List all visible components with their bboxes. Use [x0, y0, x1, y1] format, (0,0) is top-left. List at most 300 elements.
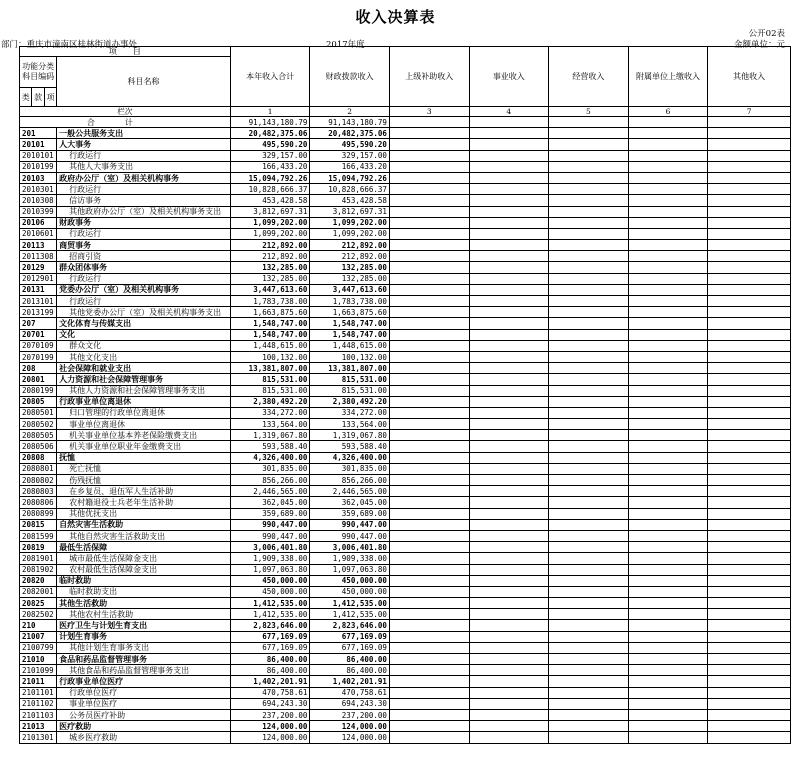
- empty-cell: [389, 307, 469, 318]
- total-income-cell: 20,482,375.06: [230, 128, 310, 139]
- total-income-cell: 1,319,067.80: [230, 430, 310, 441]
- empty-cell: [708, 721, 791, 732]
- empty-cell: [469, 262, 549, 273]
- empty-cell: [549, 665, 629, 676]
- total-income-cell: 1,099,202.00: [230, 228, 310, 239]
- fiscal-income-cell: 124,000.00: [310, 732, 390, 743]
- fiscal-income-cell: 212,892.00: [310, 251, 390, 262]
- empty-cell: [549, 419, 629, 430]
- empty-cell: [389, 508, 469, 519]
- subject-name-cell: 其他优抚支出: [57, 508, 231, 519]
- fiscal-income-cell: 166,433.20: [310, 161, 390, 172]
- empty-cell: [469, 542, 549, 553]
- table-row: [20, 262, 791, 273]
- subject-name-cell: 农村籍退役士兵老年生活补助: [57, 497, 231, 508]
- total-income-cell: 1,783,738.00: [230, 296, 310, 307]
- col-operating-header: 经营收入: [549, 47, 629, 107]
- empty-cell: [389, 351, 469, 362]
- empty-cell: [469, 195, 549, 206]
- empty-cell: [469, 553, 549, 564]
- empty-cell: [549, 184, 629, 195]
- empty-cell: [549, 642, 629, 653]
- table-row: [20, 665, 791, 676]
- subject-code-cell: 208: [20, 363, 57, 374]
- subject-name-cell: 文化体育与传媒支出: [57, 318, 231, 329]
- total-income-cell: 990,447.00: [230, 530, 310, 541]
- empty-cell: [469, 284, 549, 295]
- subject-code-cell: 2010301: [20, 184, 57, 195]
- total-amount: 91,143,180.79: [230, 117, 310, 128]
- subject-name-cell: 群众文化: [57, 340, 231, 351]
- empty-cell: [389, 172, 469, 183]
- empty-cell: [628, 665, 708, 676]
- empty-cell: [389, 486, 469, 497]
- fiscal-income-cell: 450,000.00: [310, 586, 390, 597]
- total-income-cell: 334,272.00: [230, 407, 310, 418]
- subject-name-cell: 文化: [57, 329, 231, 340]
- empty-cell: [469, 575, 549, 586]
- table-row: [20, 452, 791, 463]
- fiscal-income-cell: 86,400.00: [310, 654, 390, 665]
- empty-cell: [628, 161, 708, 172]
- table-row: [20, 463, 791, 474]
- empty-cell: [708, 262, 791, 273]
- subject-name-cell: 行政运行: [57, 273, 231, 284]
- subject-name-header: 科目名称: [57, 57, 231, 107]
- subject-code-cell: 2082001: [20, 586, 57, 597]
- empty-cell: [469, 128, 549, 139]
- subject-name-cell: 归口管理的行政单位离退休: [57, 407, 231, 418]
- fiscal-income-cell: 990,447.00: [310, 519, 390, 530]
- col-total-header: 本年收入合计: [230, 47, 310, 107]
- subject-name-cell: 其他食品和药品监督管理事务支出: [57, 665, 231, 676]
- total-income-cell: 1,548,747.00: [230, 329, 310, 340]
- total-income-cell: 212,892.00: [230, 240, 310, 251]
- table-row: [20, 385, 791, 396]
- table-row: [20, 497, 791, 508]
- subject-code-cell: 20113: [20, 240, 57, 251]
- fiscal-income-cell: 2,380,492.20: [310, 396, 390, 407]
- fiscal-income-cell: 1,319,067.80: [310, 430, 390, 441]
- empty-cell: [469, 419, 549, 430]
- fiscal-income-cell: 100,132.00: [310, 351, 390, 362]
- subject-name-cell: 在乡复员、退伍军人生活补助: [57, 486, 231, 497]
- subject-name-cell: 公务员医疗补助: [57, 709, 231, 720]
- empty-cell: [549, 598, 629, 609]
- fiscal-income-cell: 990,447.00: [310, 530, 390, 541]
- table-row: [20, 441, 791, 452]
- table-row: [20, 575, 791, 586]
- fiscal-income-cell: 1,099,202.00: [310, 228, 390, 239]
- empty-cell: [628, 642, 708, 653]
- empty-cell: [469, 452, 549, 463]
- table-row: [20, 307, 791, 318]
- total-income-cell: 1,402,201.91: [230, 676, 310, 687]
- empty-cell: [549, 575, 629, 586]
- fiscal-income-cell: 815,531.00: [310, 385, 390, 396]
- subject-name-cell: 其他文化支出: [57, 351, 231, 362]
- empty-cell: [549, 217, 629, 228]
- empty-cell: [389, 721, 469, 732]
- empty-cell: [628, 564, 708, 575]
- fiscal-income-cell: 20,482,375.06: [310, 128, 390, 139]
- subject-code-cell: 20801: [20, 374, 57, 385]
- table-body: [20, 117, 791, 744]
- empty-cell: [389, 709, 469, 720]
- empty-cell: [389, 620, 469, 631]
- empty-cell: [469, 698, 549, 709]
- empty-cell: [469, 642, 549, 653]
- fiscal-income-cell: 1,402,201.91: [310, 676, 390, 687]
- empty-cell: [628, 631, 708, 642]
- amount-unit: 金额单位：元: [733, 40, 785, 50]
- empty-cell: [389, 374, 469, 385]
- empty-cell: [389, 251, 469, 262]
- empty-cell: [389, 284, 469, 295]
- subject-code-cell: 2101301: [20, 732, 57, 743]
- total-income-cell: 13,381,807.00: [230, 363, 310, 374]
- empty-cell: [708, 161, 791, 172]
- empty-cell: [708, 374, 791, 385]
- subject-name-cell: 伤残抚恤: [57, 475, 231, 486]
- empty-cell: [628, 542, 708, 553]
- empty-cell: [708, 508, 791, 519]
- subject-code-cell: 2011308: [20, 251, 57, 262]
- total-income-cell: 212,892.00: [230, 251, 310, 262]
- empty-cell: [469, 463, 549, 474]
- func-code-header: 功能分类科目编码: [20, 57, 57, 88]
- fiscal-income-cell: 815,531.00: [310, 374, 390, 385]
- empty-cell: [549, 609, 629, 620]
- subject-code-cell: 2100799: [20, 642, 57, 653]
- total-income-cell: 100,132.00: [230, 351, 310, 362]
- empty-cell: [708, 340, 791, 351]
- empty-cell: [469, 475, 549, 486]
- empty-cell: [549, 430, 629, 441]
- empty-cell: [628, 363, 708, 374]
- fiscal-income-cell: 2,823,646.00: [310, 620, 390, 631]
- fiscal-income-cell: 1,099,202.00: [310, 217, 390, 228]
- empty-cell: [389, 363, 469, 374]
- empty-cell: [628, 385, 708, 396]
- empty-cell: [469, 665, 549, 676]
- table-row: [20, 340, 791, 351]
- empty-cell: [708, 273, 791, 284]
- subject-name-cell: 行政事业单位医疗: [57, 676, 231, 687]
- table-row: [20, 128, 791, 139]
- empty-cell: [708, 620, 791, 631]
- subject-name-cell: 行政单位医疗: [57, 687, 231, 698]
- empty-cell: [708, 441, 791, 452]
- empty-cell: [469, 586, 549, 597]
- empty-cell: [708, 419, 791, 430]
- table-row: [20, 296, 791, 307]
- table-row: [20, 687, 791, 698]
- total-income-cell: 1,548,747.00: [230, 318, 310, 329]
- total-income-cell: 677,169.09: [230, 631, 310, 642]
- subject-code-cell: 20825: [20, 598, 57, 609]
- empty-cell: [389, 575, 469, 586]
- table-row: [20, 698, 791, 709]
- subject-name-cell: 机关事业单位基本养老保险缴费支出: [57, 430, 231, 441]
- table-row: [20, 642, 791, 653]
- empty-cell: [549, 687, 629, 698]
- empty-cell: [708, 564, 791, 575]
- empty-cell: [389, 340, 469, 351]
- empty-cell: [549, 363, 629, 374]
- empty-cell: [708, 631, 791, 642]
- empty-cell: [469, 217, 549, 228]
- total-income-cell: 1,412,535.00: [230, 609, 310, 620]
- fiscal-income-cell: 1,412,535.00: [310, 598, 390, 609]
- empty-cell: [469, 721, 549, 732]
- table-row: [20, 530, 791, 541]
- empty-cell: [708, 307, 791, 318]
- subject-code-cell: 2013199: [20, 307, 57, 318]
- subject-name-cell: 医疗卫生与计划生育支出: [57, 620, 231, 631]
- empty-cell: [628, 296, 708, 307]
- empty-cell: [708, 475, 791, 486]
- empty-cell: [469, 396, 549, 407]
- table-row: [20, 519, 791, 530]
- subject-code-cell: 21010: [20, 654, 57, 665]
- table-row: [20, 598, 791, 609]
- empty-cell: [708, 172, 791, 183]
- empty-cell: [628, 698, 708, 709]
- total-income-cell: 593,588.40: [230, 441, 310, 452]
- subject-name-cell: 机关事业单位职业年金缴费支出: [57, 441, 231, 452]
- empty-cell: [628, 530, 708, 541]
- table-row: [20, 228, 791, 239]
- table-row: [20, 721, 791, 732]
- total-income-cell: 450,000.00: [230, 586, 310, 597]
- empty-cell: [389, 553, 469, 564]
- empty-cell: [549, 150, 629, 161]
- col-number-4: 4: [469, 107, 549, 117]
- fiscal-income-cell: 677,169.09: [310, 642, 390, 653]
- empty-cell: [389, 139, 469, 150]
- empty-cell: [628, 228, 708, 239]
- empty-cell: [389, 385, 469, 396]
- empty-cell: [708, 385, 791, 396]
- empty-cell: [628, 217, 708, 228]
- empty-cell: [389, 642, 469, 653]
- empty-cell: [389, 665, 469, 676]
- empty-cell: [549, 586, 629, 597]
- empty-cell: [469, 598, 549, 609]
- empty-cell: [628, 486, 708, 497]
- total-income-cell: 301,835.00: [230, 463, 310, 474]
- empty-cell: [549, 654, 629, 665]
- subject-code-cell: 20819: [20, 542, 57, 553]
- empty-cell: [389, 732, 469, 743]
- empty-cell: [549, 296, 629, 307]
- empty-cell: [628, 240, 708, 251]
- subject-code-cell: 20106: [20, 217, 57, 228]
- empty-cell: [469, 340, 549, 351]
- empty-cell: [469, 374, 549, 385]
- table-row: [20, 430, 791, 441]
- empty-cell: [708, 128, 791, 139]
- empty-cell: [549, 407, 629, 418]
- table-row: [20, 508, 791, 519]
- subject-name-cell: 群众团体事务: [57, 262, 231, 273]
- subject-code-cell: 20815: [20, 519, 57, 530]
- empty-cell: [469, 676, 549, 687]
- col-number-1: 1: [230, 107, 310, 117]
- empty-cell: [549, 240, 629, 251]
- empty-cell: [628, 553, 708, 564]
- subject-name-cell: 最低生活保障: [57, 542, 231, 553]
- table-row: [20, 206, 791, 217]
- empty-cell: [549, 721, 629, 732]
- report-title: 收入决算表: [355, 8, 436, 26]
- table-row: [20, 631, 791, 642]
- fiscal-income-cell: 13,381,807.00: [310, 363, 390, 374]
- empty-cell: [469, 184, 549, 195]
- subject-name-cell: 党委办公厅（室）及相关机构事务: [57, 284, 231, 295]
- subject-name-cell: 行政事业单位离退休: [57, 396, 231, 407]
- fiscal-income-cell: 1,548,747.00: [310, 318, 390, 329]
- subject-name-cell: 其他计划生育事务支出: [57, 642, 231, 653]
- table-row: [20, 284, 791, 295]
- empty-cell: [549, 732, 629, 743]
- subject-code-cell: 2080806: [20, 497, 57, 508]
- table-row: [20, 732, 791, 743]
- empty-cell: [389, 463, 469, 474]
- empty-cell: [469, 486, 549, 497]
- empty-cell: [628, 609, 708, 620]
- subject-code-cell: 2081902: [20, 564, 57, 575]
- empty-cell: [389, 542, 469, 553]
- subject-name-cell: 行政运行: [57, 228, 231, 239]
- table-row: [20, 709, 791, 720]
- total-income-cell: 815,531.00: [230, 374, 310, 385]
- fiscal-income-cell: 2,446,565.00: [310, 486, 390, 497]
- empty-cell: [389, 419, 469, 430]
- subject-name-cell: 其他政府办公厅（室）及相关机构事务支出: [57, 206, 231, 217]
- subject-code-cell: 2080801: [20, 463, 57, 474]
- empty-cell: [708, 698, 791, 709]
- empty-cell: [628, 307, 708, 318]
- total-income-cell: 2,823,646.00: [230, 620, 310, 631]
- empty-cell: [628, 441, 708, 452]
- fiscal-income-cell: 3,447,613.60: [310, 284, 390, 295]
- empty-cell: [389, 586, 469, 597]
- empty-cell: [549, 676, 629, 687]
- col-other-header: 其他收入: [708, 47, 791, 107]
- empty-cell: [708, 184, 791, 195]
- empty-cell: [708, 228, 791, 239]
- empty-cell: [628, 620, 708, 631]
- subject-name-cell: 自然灾害生活救助: [57, 519, 231, 530]
- empty-cell: [708, 150, 791, 161]
- xiang-header: 项: [44, 88, 56, 107]
- fiscal-income-cell: 694,243.30: [310, 698, 390, 709]
- total-income-cell: 677,169.09: [230, 642, 310, 653]
- empty-cell: [708, 206, 791, 217]
- empty-cell: [549, 508, 629, 519]
- empty-cell: [708, 654, 791, 665]
- empty-cell: [708, 486, 791, 497]
- empty-cell: [628, 251, 708, 262]
- total-income-cell: 124,000.00: [230, 732, 310, 743]
- table-row: [20, 139, 791, 150]
- fiscal-income-cell: 359,689.00: [310, 508, 390, 519]
- empty-cell: [628, 273, 708, 284]
- fiscal-income-cell: 237,200.00: [310, 709, 390, 720]
- empty-cell: [628, 475, 708, 486]
- fiscal-income-cell: 1,412,535.00: [310, 609, 390, 620]
- subject-code-cell: 20101: [20, 139, 57, 150]
- empty-cell: [389, 430, 469, 441]
- empty-cell: [549, 284, 629, 295]
- table-row: [20, 553, 791, 564]
- subject-name-cell: 农村最低生活保障金支出: [57, 564, 231, 575]
- total-income-cell: 1,909,338.00: [230, 553, 310, 564]
- empty-cell: [628, 419, 708, 430]
- empty-cell: [708, 351, 791, 362]
- fiscal-income-cell: 470,758.61: [310, 687, 390, 698]
- table-row: [20, 172, 791, 183]
- col-upper-header: 上级补助收入: [389, 47, 469, 107]
- lei-header: 类: [20, 88, 32, 107]
- subject-name-cell: 其他农村生活救助: [57, 609, 231, 620]
- total-income-cell: 3,812,697.31: [230, 206, 310, 217]
- empty-cell: [628, 721, 708, 732]
- table-row: [20, 564, 791, 575]
- empty-cell: [389, 407, 469, 418]
- col-number-2: 2: [310, 107, 390, 117]
- empty-cell: [549, 620, 629, 631]
- subject-code-cell: 210: [20, 620, 57, 631]
- empty-cell: [549, 374, 629, 385]
- table-row: [20, 217, 791, 228]
- empty-cell: [389, 273, 469, 284]
- kuan-header: 款: [32, 88, 44, 107]
- fiscal-income-cell: 1,548,747.00: [310, 329, 390, 340]
- table-row: [20, 184, 791, 195]
- empty-cell: [708, 217, 791, 228]
- empty-cell: [708, 732, 791, 743]
- empty-cell: [628, 139, 708, 150]
- empty-cell: [469, 206, 549, 217]
- empty-cell: [469, 150, 549, 161]
- empty-cell: [469, 441, 549, 452]
- subject-name-cell: 其他人大事务支出: [57, 161, 231, 172]
- subject-name-cell: 政府办公厅（室）及相关机构事务: [57, 172, 231, 183]
- empty-cell: [549, 385, 629, 396]
- empty-cell: [708, 676, 791, 687]
- total-income-cell: 856,266.00: [230, 475, 310, 486]
- empty-cell: [628, 519, 708, 530]
- empty-cell: [469, 172, 549, 183]
- table-row: [20, 586, 791, 597]
- subject-code-cell: 20808: [20, 452, 57, 463]
- empty-cell: [708, 687, 791, 698]
- subject-code-cell: 2080803: [20, 486, 57, 497]
- empty-cell: [628, 497, 708, 508]
- subject-code-cell: 2081599: [20, 530, 57, 541]
- subject-name-cell: 招商引资: [57, 251, 231, 262]
- total-income-cell: 10,828,666.37: [230, 184, 310, 195]
- empty-cell: [708, 497, 791, 508]
- empty-cell: [708, 575, 791, 586]
- total-income-cell: 329,157.00: [230, 150, 310, 161]
- subject-code-cell: 2082502: [20, 609, 57, 620]
- empty-cell: [469, 497, 549, 508]
- fiscal-income-cell: 132,285.00: [310, 273, 390, 284]
